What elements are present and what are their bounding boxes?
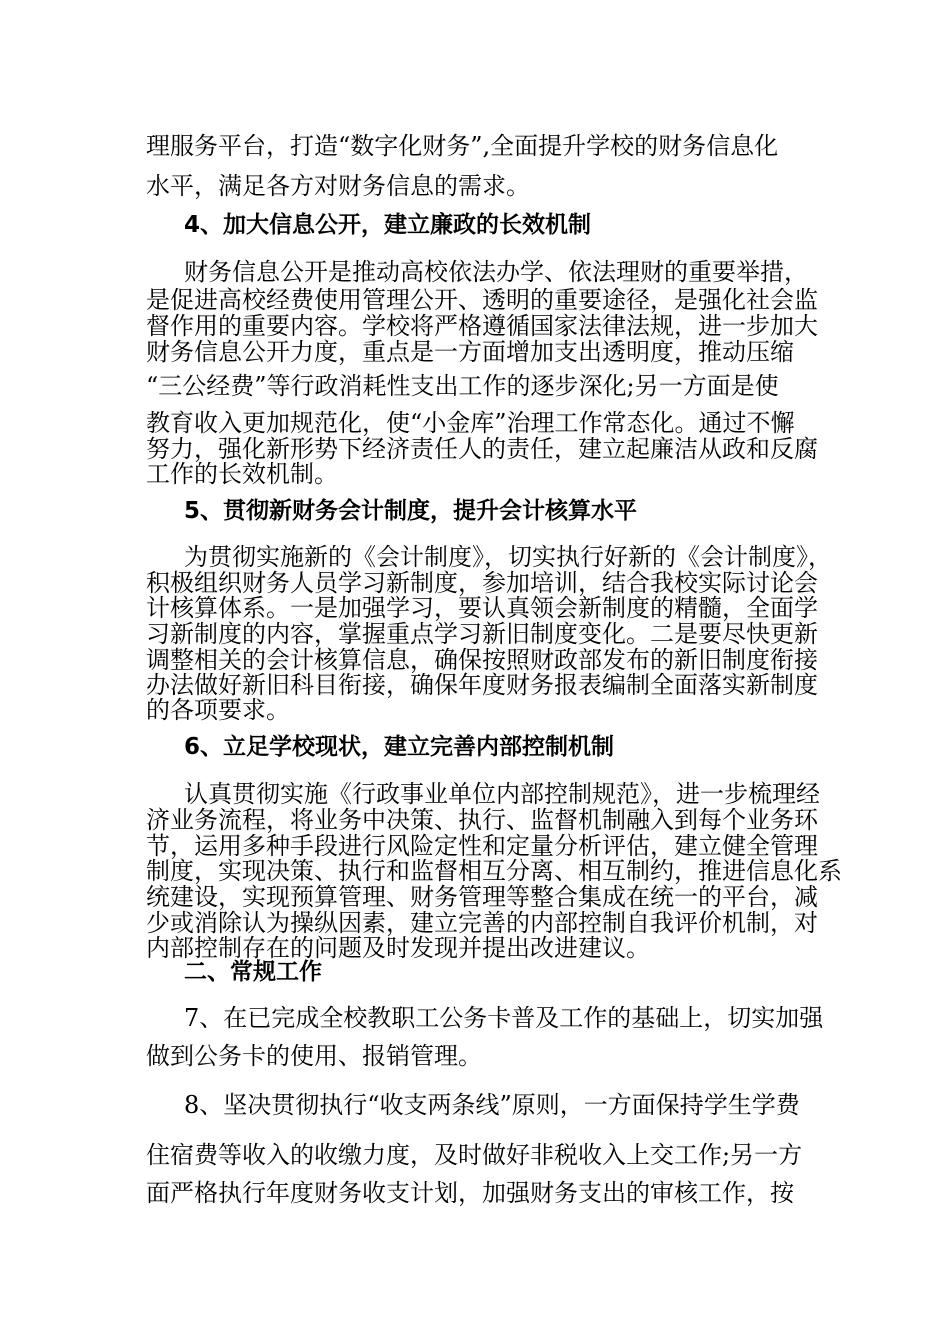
- body-line: 是促进高校经费使用管理公开、透明的重要途径，是强化社会监: [146, 286, 818, 314]
- body-line: 督作用的重要内容。学校将严格遵循国家法律法规，进一步加大: [146, 312, 818, 340]
- section-heading: 6、立足学校现状，建立完善内部控制机制: [184, 734, 615, 760]
- body-line: 调整相关的会计核算信息，确保按照财政部发布的新旧制度衔接: [146, 646, 818, 674]
- body-line: 理服务平台，打造“数字化财务”,全面提升学校的财务信息化: [146, 132, 779, 160]
- body-line: 统建设，实现预算管理、财务管理等整合集成在统一的平台，减: [146, 883, 818, 911]
- body-line: 工作的长效机制。: [146, 460, 338, 488]
- section-heading: 二、常规工作: [184, 959, 322, 985]
- body-line: 积极组织财务人员学习新制度，参加培训，结合我校实际讨论会: [146, 569, 818, 597]
- section-heading: 5、贯彻新财务会计制度，提升会计核算水平: [184, 498, 638, 524]
- body-line: 教育收入更加规范化，使“小金库”治理工作常态化。通过不懈: [146, 409, 795, 437]
- body-line: 做到公务卡的使用、报销管理。: [146, 1042, 482, 1070]
- body-line: 为贯彻实施新的《会计制度》，切实执行好新的《会计制度》，: [184, 543, 832, 571]
- body-line: 的各项要求。: [146, 696, 290, 724]
- body-line: 计核算体系。一是加强学习，要认真领会新制度的精髓，全面学: [146, 594, 818, 622]
- body-line: 办法做好新旧科目衔接，确保年度财务报表编制全面落实新制度: [146, 671, 818, 699]
- body-line: 济业务流程，将业务中决策、执行、监督机制融入到每个业务环: [146, 806, 818, 834]
- body-line: 制度，实现决策、执行和监督相互分离、相互制约，推进信息化系: [146, 857, 842, 885]
- body-line: 水平，满足各方对财务信息的需求。: [146, 172, 530, 200]
- body-line: 习新制度的内容，掌握重点学习新旧制度变化。二是要尽快更新: [146, 620, 818, 648]
- body-line: 少或消除认为操纵因素，建立完善的内部控制自我评价机制，对: [146, 909, 818, 937]
- section-heading: 4、加大信息公开，建立廉政的长效机制: [184, 212, 592, 238]
- body-line: “三公经费”等行政消耗性支出工作的逐步深化;另一方面是使: [146, 372, 779, 400]
- body-line: 财务信息公开是推动高校依法办学、依法理财的重要举措，: [184, 258, 808, 286]
- body-line: 努力，强化新形势下经济责任人的责任，建立起廉洁从政和反腐: [146, 435, 818, 463]
- body-line: 内部控制存在的问题及时发现并提出改进建议。: [146, 934, 650, 962]
- body-line: 7、在已完成全校教职工公务卡普及工作的基础上，切实加强: [184, 1004, 824, 1032]
- body-line: 节，运用多种手段进行风险定性和定量分析评估，建立健全管理: [146, 832, 818, 860]
- body-line: 认真贯彻实施《行政事业单位内部控制规范》，进一步梳理经: [184, 780, 820, 808]
- body-line: 住宿费等收入的收缴力度，及时做好非税收入上交工作;另一方: [146, 1141, 803, 1169]
- body-line: 财务信息公开力度，重点是一方面增加支出透明度，推动压缩: [146, 338, 794, 366]
- body-line: 面严格执行年度财务收支计划，加强财务支出的审核工作，按: [146, 1179, 794, 1207]
- body-line: 8、坚决贯彻执行“收支两条线”原则，一方面保持学生学费: [184, 1091, 800, 1119]
